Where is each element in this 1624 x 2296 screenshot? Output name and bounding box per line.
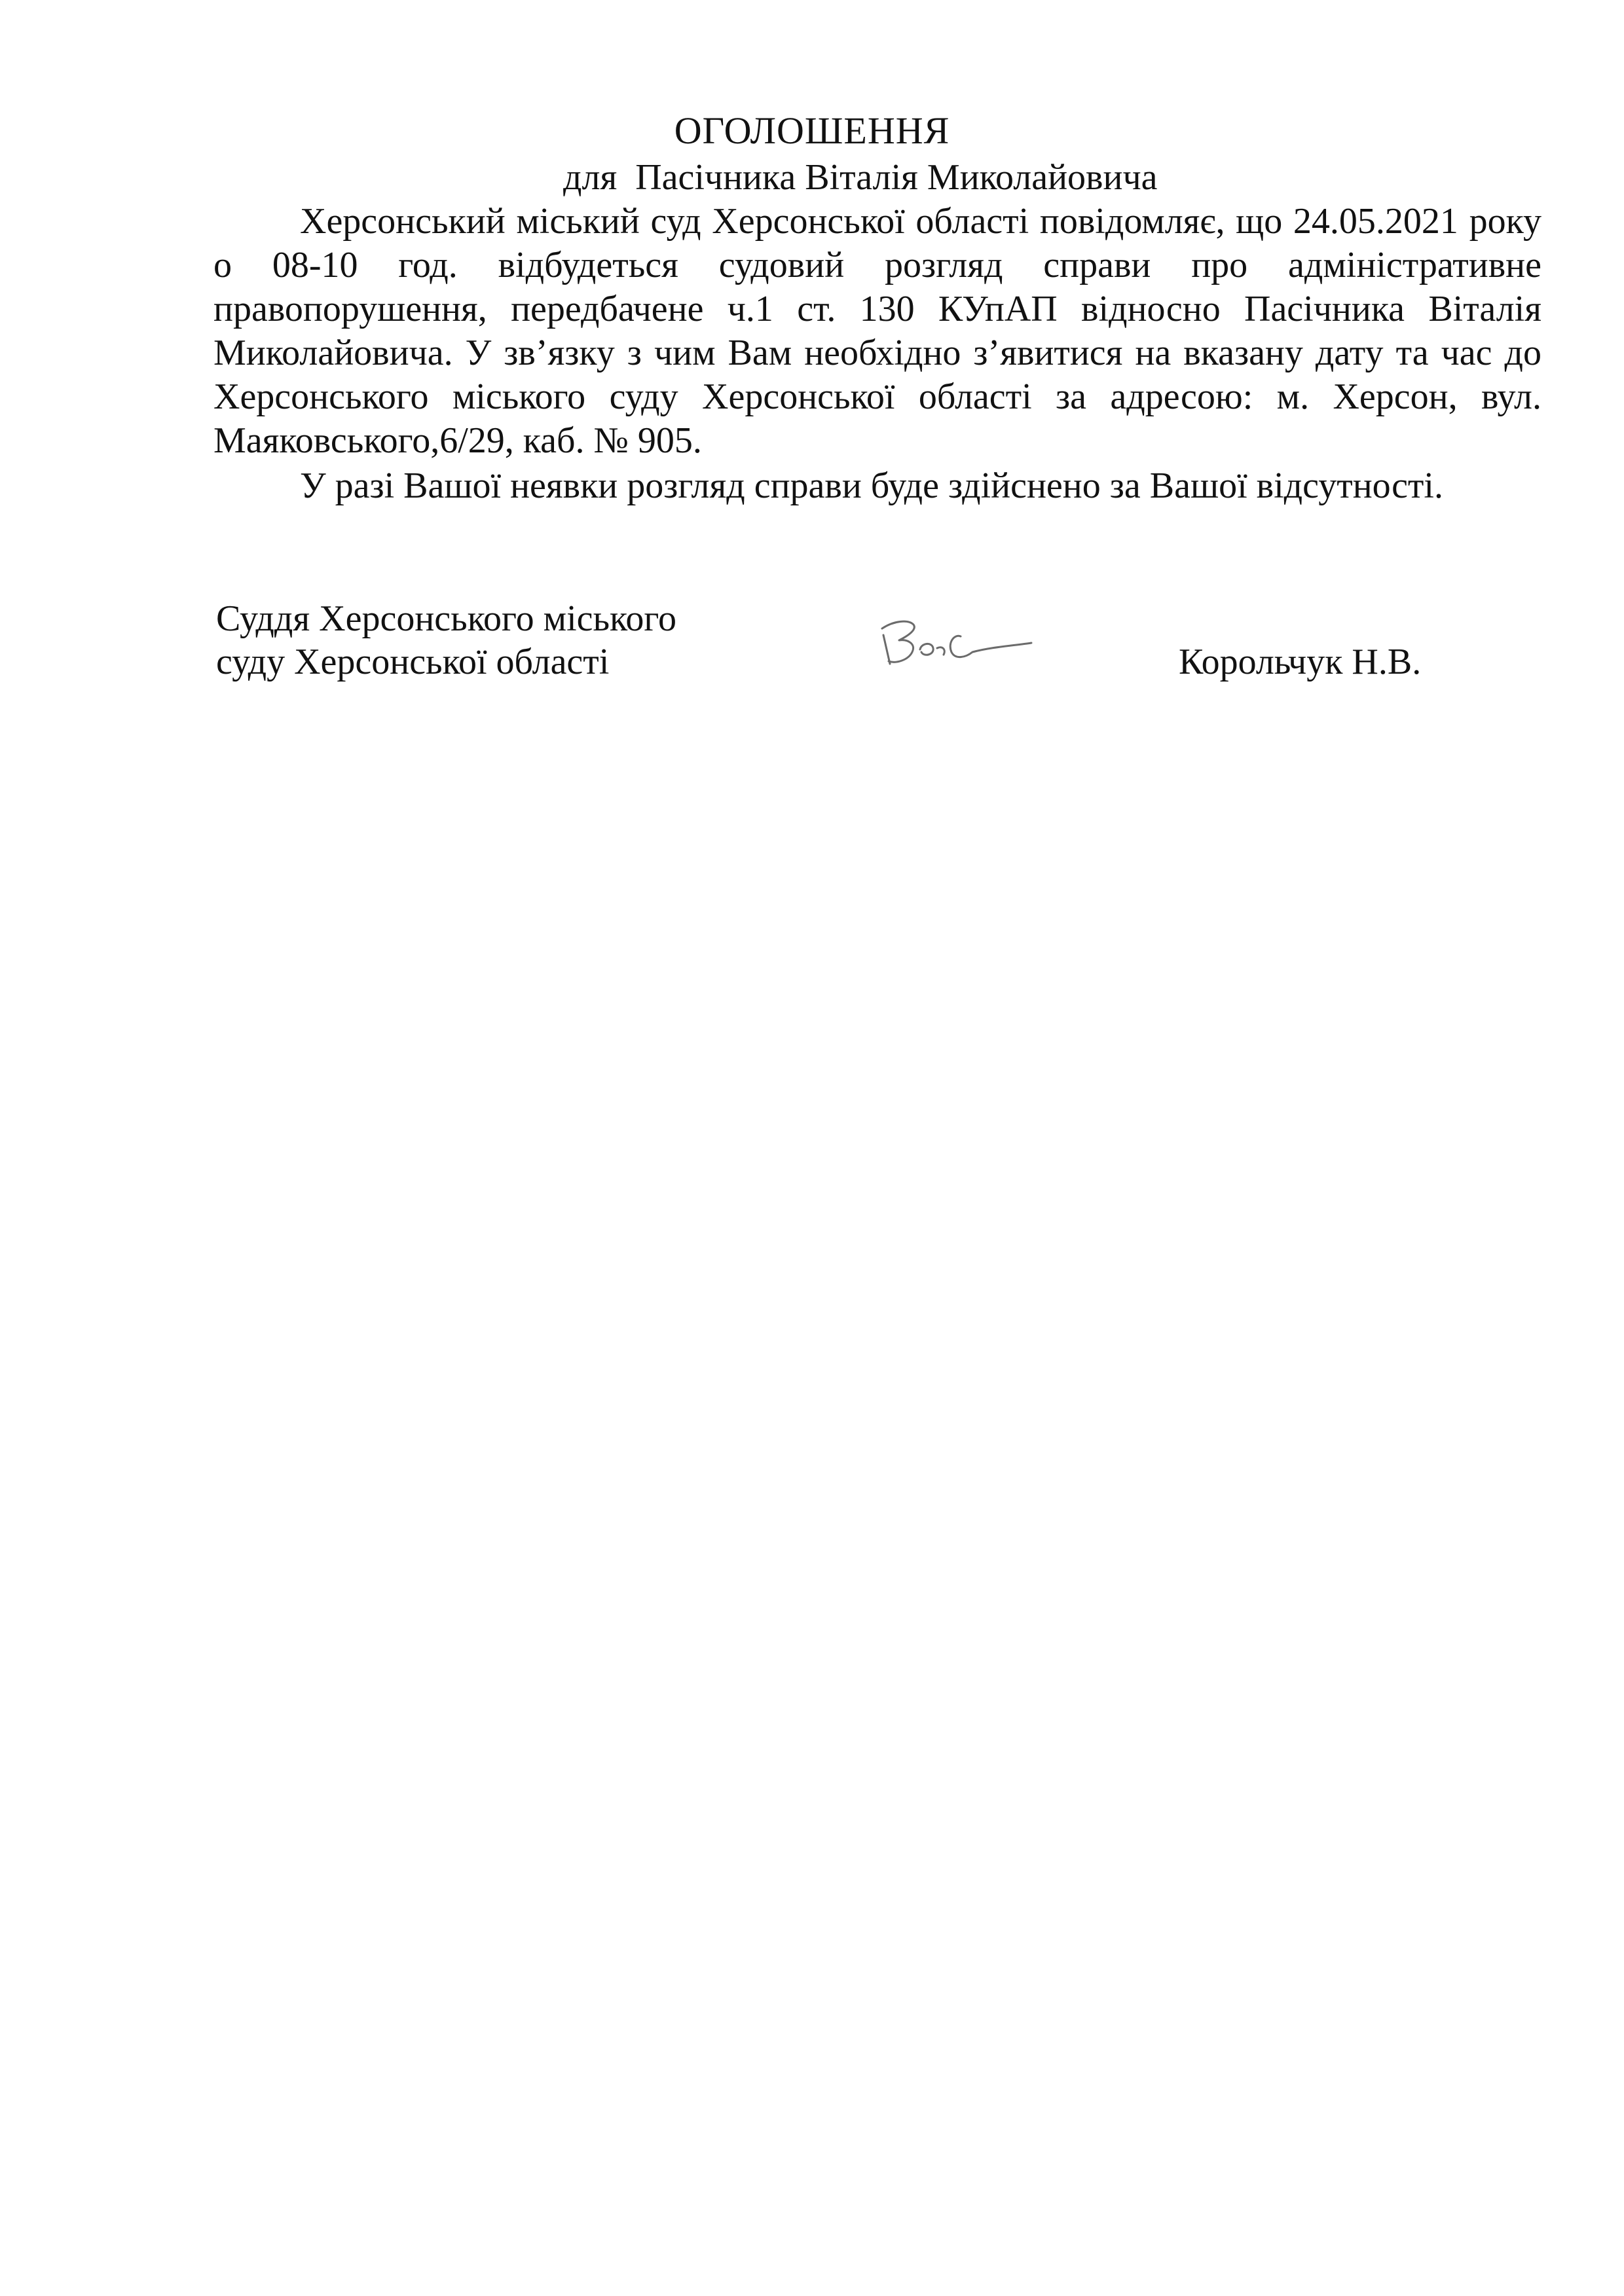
judge-position-line-1: Суддя Херсонського міського — [216, 598, 676, 639]
notice-paragraph: Херсонський міський суд Херсонської області повідомляє, що 24.05.2021 року о 08-10 год. відбудеться судовий розгляд справи про адміністративне правопорушення, передбачене ч.1 ст. 130 КУпАП відносно Пасічника Віталія Миколайовича. У зв’язку з чим Вам необхідно з’явитися на вказану дату та час до Херсонського міського суду Херсонської області за адресою: м. Херсон, вул. Маяковського,6/29, каб. № 905. — [213, 201, 1541, 461]
document-body — [213, 200, 1541, 508]
recipient-line: для Пасічника Віталія Миколайовича — [563, 157, 1158, 198]
absence-warning-paragraph: У разі Вашої неявки розгляд справи буде здійснено за Вашої відсутності. — [300, 465, 1443, 506]
document-title: ОГОЛОШЕННЯ — [674, 109, 950, 152]
handwritten-signature-icon — [874, 609, 1038, 681]
judge-position — [216, 597, 676, 683]
judge-name: Корольчук Н.В. — [1179, 642, 1422, 682]
judge-position-line-2: суду Херсонської області — [216, 642, 610, 682]
